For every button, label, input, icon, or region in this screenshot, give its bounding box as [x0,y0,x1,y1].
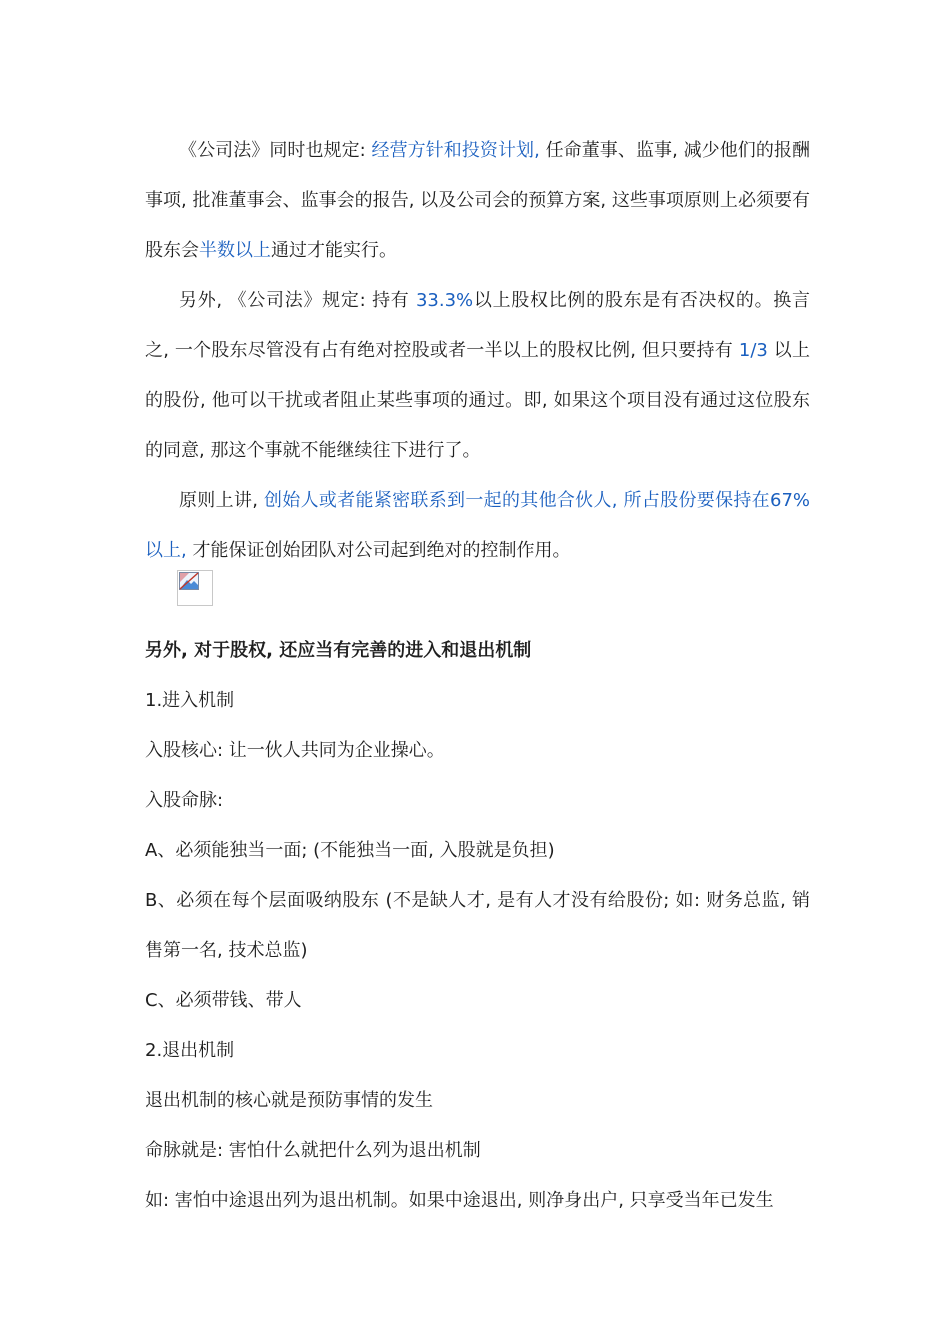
text: 以上股权比例的股东是有否决权的。换言之, 一个股东尽管没有占有绝对控股或者一半以上的股权比例, 但只要持有 [145,290,810,361]
image-placeholder [145,576,810,626]
highlight-text: 1/3 [738,340,768,361]
broken-image-icon [177,570,213,606]
text: 才能保证创始团队对公司起到绝对的控制作用。 [186,540,571,561]
paragraph-founder-control [145,476,810,576]
list-item: 如: 害怕中途退出列为退出机制。如果中途退出, 则净身出户, 只享受当年已发生 [145,1190,774,1211]
highlight-text: 创始人或者能紧密联系到一起的其他合伙人, 所占股份要保持在67%以上, [145,490,810,561]
document-page [145,126,810,1226]
list-item: 入股核心: 让一伙人共同为企业操心。 [145,740,445,761]
list-item: 2.退出机制 [145,1040,235,1061]
text: 《公司法》同时也规定: [179,140,372,161]
text: 通过才能实行。 [271,240,397,261]
text: 原则上讲, [179,490,264,511]
highlight-text: 半数以上 [199,240,271,261]
section-heading: 另外, 对于股权, 还应当有完善的进入和退出机制 [145,640,532,661]
list-item: 入股命脉: [145,790,224,811]
list-item: A、必须能独当一面; (不能独当一面, 入股就是负担) [145,840,555,861]
text: 另外, 《公司法》规定: 持有 [179,290,416,311]
highlight-text: 经营方针和投资计划, [371,140,540,161]
list-item: B、必须在每个层面吸纳股东 (不是缺人才, 是有人才没有给股份; 如: 财务总监, 销售第一名, 技术总监) [145,890,810,961]
paragraph-veto-right [145,276,810,476]
paragraph-company-law [145,126,810,276]
highlight-text: 33.3% [415,290,474,311]
list-item: 退出机制的核心就是预防事情的发生 [145,1090,433,1111]
list-item: C、必须带钱、带人 [145,990,302,1011]
text: 以上的股份, 他可以干扰或者阻止某些事项的通过。即, 如果这个项目没有通过这位股东的同意, 那这个事就不能继续往下进行了。 [145,340,810,461]
text: 任命董事、监事, 减少他们的报酬事项, 批准董事会、监事会的报告, 以及公司会的预算方案, 这些事项原则上必须要有股东会 [145,140,810,261]
list-item: 1.进入机制 [145,690,235,711]
list-item: 命脉就是: 害怕什么就把什么列为退出机制 [145,1140,481,1161]
